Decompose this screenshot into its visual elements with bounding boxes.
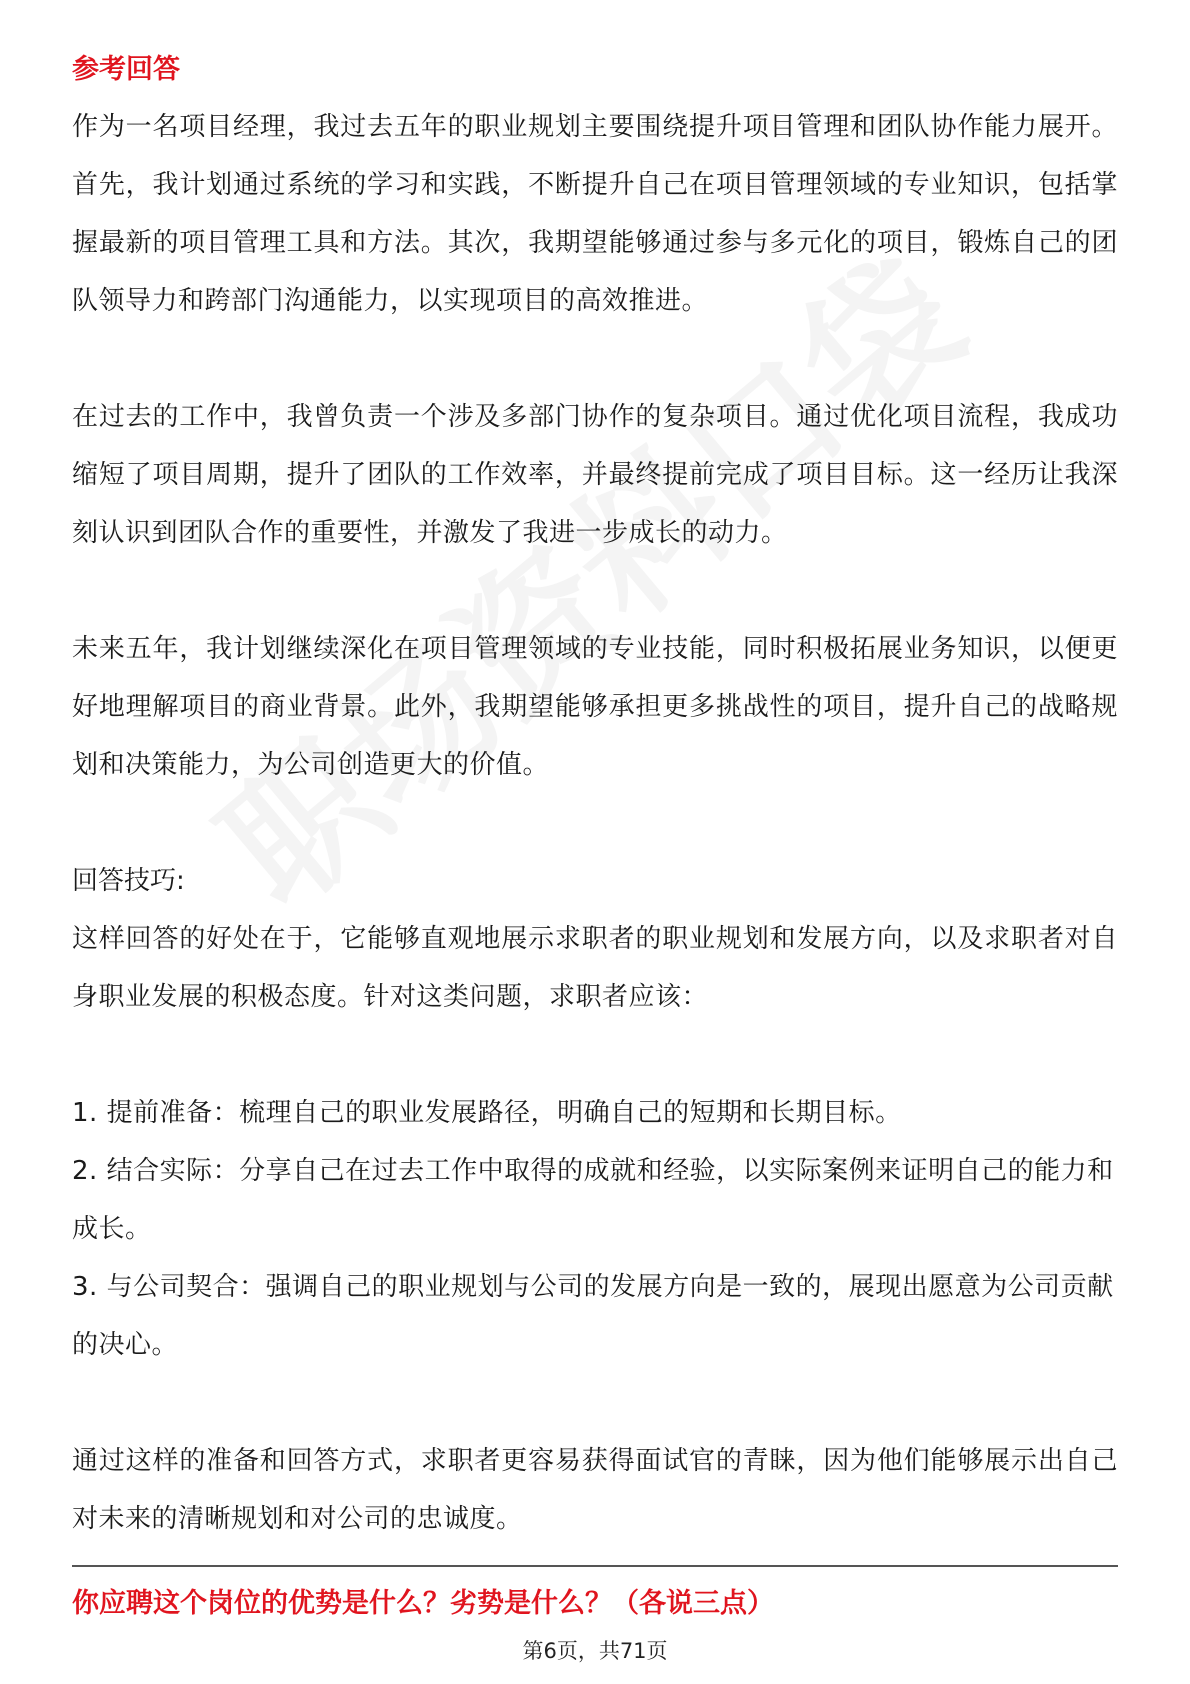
- tips-conclusion: 通过这样的准备和回答方式，求职者更容易获得面试官的青睐，因为他们能够展示出自己对未来的清晰规划和对公司的忠诚度。: [72, 1446, 1118, 1534]
- tip-item-1: 1. 提前准备：梳理自己的职业发展路径，明确自己的短期和长期目标。: [72, 1098, 902, 1128]
- tips-section-title: 回答技巧:: [72, 866, 185, 896]
- section-divider: [72, 1565, 1118, 1567]
- tips-intro: 这样回答的好处在于，它能够直观地展示求职者的职业规划和发展方向，以及求职者对自身职业发展的积极态度。针对这类问题，求职者应该：: [72, 924, 1118, 1012]
- document-page: [72, 48, 1118, 1548]
- answer-paragraph-1: 作为一名项目经理，我过去五年的职业规划主要围绕提升项目管理和团队协作能力展开。首先，我计划通过系统的学习和实践，不断提升自己在项目管理领域的专业知识，包括掌握最新的项目管理工具和方法。其次，我期望能够通过参与多元化的项目，锻炼自己的团队领导力和跨部门沟通能力，以实现项目的高效推进。: [72, 112, 1118, 316]
- answer-paragraph-2: 在过去的工作中，我曾负责一个涉及多部门协作的复杂项目。通过优化项目流程，我成功缩短了项目周期，提升了团队的工作效率，并最终提前完成了项目目标。这一经历让我深刻认识到团队合作的重要性，并激发了我进一步成长的动力。: [72, 402, 1118, 548]
- page-number: 第6页，共71页: [522, 1639, 668, 1663]
- next-question-title: 你应聘这个岗位的优势是什么？劣势是什么？（各说三点）: [72, 1588, 774, 1619]
- tip-item-3: 3. 与公司契合：强调自己的职业规划与公司的发展方向是一致的，展现出愿意为公司贡献的决心。: [72, 1272, 1114, 1360]
- answer-section-title: 参考回答: [72, 54, 180, 85]
- tip-item-2: 2. 结合实际：分享自己在过去工作中取得的成就和经验，以实际案例来证明自己的能力和成长。: [72, 1156, 1114, 1244]
- answer-paragraph-3: 未来五年，我计划继续深化在项目管理领域的专业技能，同时积极拓展业务知识，以便更好地理解项目的商业背景。此外，我期望能够承担更多挑战性的项目，提升自己的战略规划和决策能力，为公司创造更大的价值。: [72, 634, 1118, 780]
